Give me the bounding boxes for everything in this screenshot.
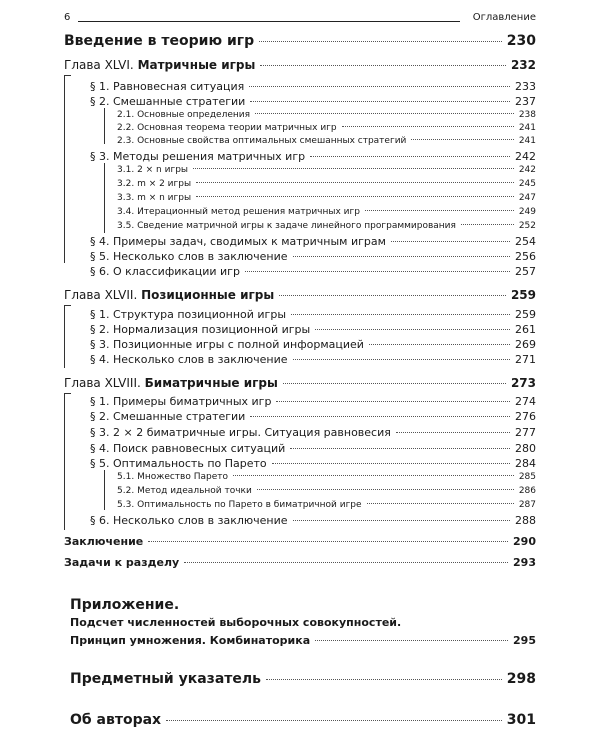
toc-subentry[interactable]	[117, 194, 536, 203]
entry-page: 274	[515, 395, 536, 408]
dot-leader	[391, 241, 510, 242]
toc-subentry[interactable]	[117, 487, 536, 496]
toc-entry[interactable]	[90, 96, 536, 107]
entry-number: § 1.	[90, 395, 110, 408]
toc-subentry[interactable]	[117, 166, 536, 175]
entry-page: 252	[518, 221, 536, 231]
toc-entry[interactable]	[90, 354, 536, 365]
chapter-label: Глава XLVI.	[64, 58, 134, 72]
chapter-page: 232	[510, 58, 536, 72]
toc-entry[interactable]	[90, 81, 536, 92]
entry-title: Смешанные стратегии	[113, 95, 246, 108]
entry-number: 3.3.	[117, 193, 135, 203]
section-frame	[104, 470, 105, 510]
toc-subentry[interactable]	[117, 208, 536, 217]
entry-number: § 6.	[90, 265, 110, 278]
dot-leader	[367, 503, 514, 504]
entry-title: 2 × n игры	[137, 165, 189, 175]
toc-index[interactable]	[70, 672, 536, 686]
dot-leader	[396, 432, 510, 433]
entry-page: 269	[515, 338, 536, 351]
dot-leader	[233, 475, 514, 476]
toc-entry[interactable]	[90, 309, 536, 320]
entry-page: 280	[515, 442, 536, 455]
header-rule	[78, 21, 460, 22]
dot-leader	[293, 520, 510, 521]
dot-leader	[276, 401, 510, 402]
dot-leader	[310, 156, 510, 157]
dot-leader	[250, 416, 510, 417]
entry-title: Позиционные игры с полной информацией	[113, 338, 364, 351]
dot-leader	[279, 295, 506, 296]
entry-page: 284	[515, 457, 536, 470]
entry-page: 287	[518, 500, 536, 510]
dot-leader	[342, 126, 514, 127]
chapter-title: Биматричные игры	[144, 376, 278, 390]
chapter-title: Матричные игры	[137, 58, 256, 72]
entry-title: Метод идеальной точки	[137, 486, 252, 496]
entry-title: m × n игры	[137, 193, 192, 203]
entry-number: § 6.	[90, 514, 110, 527]
toc-subentry[interactable]	[117, 111, 536, 120]
entry-number: 2.2.	[117, 123, 135, 133]
page-number: 6	[64, 12, 71, 23]
toc-entry[interactable]	[90, 458, 536, 469]
entry-number: § 1.	[90, 308, 110, 321]
toc-subentry[interactable]	[117, 501, 536, 510]
toc-subentry[interactable]	[117, 124, 536, 133]
running-title: Оглавление	[472, 12, 536, 23]
toc-entry[interactable]	[90, 339, 536, 350]
dot-leader	[291, 314, 510, 315]
dot-leader	[166, 720, 502, 721]
dot-leader	[411, 139, 513, 140]
entry-page: 285	[518, 472, 536, 482]
dot-leader	[259, 41, 502, 42]
entry-page: 254	[515, 235, 536, 248]
entry-page: 295	[513, 634, 536, 647]
entry-number: § 1.	[90, 80, 110, 93]
chapter-46-frame	[64, 75, 71, 263]
entry-page: 276	[515, 410, 536, 423]
entry-page: 233	[515, 80, 536, 93]
dot-leader	[255, 113, 514, 114]
entry-page: 249	[518, 207, 536, 217]
dot-leader	[461, 224, 514, 225]
entry-page: 290	[513, 535, 536, 548]
entry-title: Заключение	[64, 535, 144, 548]
entry-page: 237	[515, 95, 536, 108]
entry-number: § 3.	[90, 150, 110, 163]
toc-chapter-47[interactable]	[64, 289, 536, 301]
dot-leader	[250, 101, 510, 102]
entry-number: 5.3.	[117, 500, 135, 510]
entry-title: Примеры задач, сводимых к матричным играм	[113, 235, 386, 248]
chapter-label: Глава XLVIII.	[64, 376, 141, 390]
entry-title: Несколько слов в заключение	[113, 250, 288, 263]
toc-entry[interactable]	[90, 324, 536, 335]
entry-title: Основные свойства оптимальных смешанных стратегий	[137, 136, 407, 146]
toc-part-entry[interactable]	[64, 34, 536, 48]
toc-chapter-48[interactable]	[64, 377, 536, 389]
chapter-label: Глава XLVII.	[64, 288, 138, 302]
chapter-title: Позиционные игры	[141, 288, 275, 302]
entry-title: Оптимальность по Парето в биматричной игре	[137, 500, 362, 510]
entry-title: Примеры биматричных игр	[113, 395, 272, 408]
entry-number: § 2.	[90, 410, 110, 423]
toc-subentry[interactable]	[117, 137, 536, 146]
entry-number: § 4.	[90, 353, 110, 366]
entry-title: Основные определения	[137, 110, 251, 120]
toc-conclusion[interactable]	[64, 536, 536, 547]
toc-problems[interactable]	[64, 557, 536, 568]
entry-title: Равновесная ситуация	[113, 80, 245, 93]
toc-subentry[interactable]	[117, 180, 536, 189]
appendix-heading: Приложение.	[70, 597, 180, 613]
entry-page: 298	[506, 671, 536, 687]
entry-page: 241	[518, 136, 536, 146]
dot-leader	[315, 329, 510, 330]
dot-leader	[249, 86, 510, 87]
toc-entry[interactable]	[90, 515, 536, 526]
dot-leader	[293, 359, 510, 360]
entry-number: 2.3.	[117, 136, 135, 146]
entry-title: Об авторах	[70, 712, 162, 728]
toc-subentry[interactable]	[117, 473, 536, 482]
entry-number: 3.5.	[117, 221, 135, 231]
entry-page: 271	[515, 353, 536, 366]
entry-number: § 5.	[90, 457, 110, 470]
dot-leader	[365, 210, 514, 211]
entry-page: 242	[518, 165, 536, 175]
entry-page: 288	[515, 514, 536, 527]
entry-title: Итерационный метод решения матричных игр	[137, 207, 360, 217]
entry-number: 2.1.	[117, 110, 135, 120]
entry-number: 5.2.	[117, 486, 135, 496]
entry-page: 256	[515, 250, 536, 263]
section-frame	[104, 163, 105, 233]
dot-leader	[245, 271, 510, 272]
entry-number: § 4.	[90, 442, 110, 455]
part-page: 230	[506, 33, 536, 49]
toc-chapter-46[interactable]	[64, 59, 536, 71]
chapter-page: 273	[510, 376, 536, 390]
dot-leader	[257, 489, 514, 490]
chapter-page: 259	[510, 288, 536, 302]
entry-number: § 5.	[90, 250, 110, 263]
entry-page: 238	[518, 110, 536, 120]
entry-title: Нормализация позиционной игры	[113, 323, 311, 336]
entry-number: 3.4.	[117, 207, 135, 217]
appendix-line-1: Подсчет численностей выборочных совокупностей.	[70, 616, 402, 629]
entry-page: 259	[515, 308, 536, 321]
dot-leader	[193, 168, 514, 169]
entry-number: § 3.	[90, 338, 110, 351]
entry-page: 241	[518, 123, 536, 133]
entry-title: Оптимальность по Парето	[113, 457, 267, 470]
entry-page: 301	[506, 712, 536, 728]
entry-number: § 2.	[90, 323, 110, 336]
entry-title: Множество Парето	[137, 472, 229, 482]
entry-page: 257	[515, 265, 536, 278]
entry-page: 293	[513, 556, 536, 569]
part-title: Введение в теорию игр	[64, 33, 255, 49]
entry-number: 5.1.	[117, 472, 135, 482]
toc-appendix[interactable]	[70, 635, 536, 646]
toc-entry[interactable]	[90, 251, 536, 262]
toc-entry[interactable]	[90, 411, 536, 422]
dot-leader	[148, 541, 508, 542]
entry-title: Структура позиционной игры	[113, 308, 287, 321]
entry-page: 286	[518, 486, 536, 496]
entry-title: Несколько слов в заключение	[113, 353, 288, 366]
entry-number: § 4.	[90, 235, 110, 248]
entry-number: § 3.	[90, 426, 110, 439]
entry-page: 277	[515, 426, 536, 439]
toc-entry[interactable]	[90, 151, 536, 162]
entry-page: 261	[515, 323, 536, 336]
entry-title: Предметный указатель	[70, 671, 261, 687]
section-frame	[104, 108, 105, 144]
dot-leader	[260, 65, 506, 66]
entry-title: Смешанные стратегии	[113, 410, 246, 423]
dot-leader	[290, 448, 510, 449]
dot-leader	[266, 679, 502, 680]
dot-leader	[196, 196, 514, 197]
entry-number: § 2.	[90, 95, 110, 108]
dot-leader	[369, 344, 510, 345]
dot-leader	[293, 256, 510, 257]
entry-title: Основная теорема теории матричных игр	[137, 123, 337, 133]
toc-authors[interactable]	[70, 713, 536, 727]
entry-title: Поиск равновесных ситуаций	[113, 442, 286, 455]
dot-leader	[184, 562, 508, 563]
entry-title: Несколько слов в заключение	[113, 514, 288, 527]
chapter-48-frame	[64, 393, 71, 530]
chapter-47-frame	[64, 305, 71, 368]
dot-leader	[315, 640, 508, 641]
entry-page: 242	[515, 150, 536, 163]
toc-entry[interactable]	[90, 266, 536, 277]
dot-leader	[272, 463, 510, 464]
entry-title: Сведение матричной игры к задаче линейного программирования	[137, 221, 456, 231]
entry-title: 2 × 2 биматричные игры. Ситуация равновесия	[113, 426, 391, 439]
entry-number: 3.2.	[117, 179, 135, 189]
toc-entry[interactable]	[90, 443, 536, 454]
entry-page: 245	[518, 179, 536, 189]
entry-title: Принцип умножения. Комбинаторика	[70, 634, 311, 647]
entry-number: 3.1.	[117, 165, 135, 175]
dot-leader	[283, 383, 506, 384]
toc-entry[interactable]	[90, 396, 536, 407]
entry-title: m × 2 игры	[137, 179, 192, 189]
page-header	[64, 11, 536, 29]
entry-page: 247	[518, 193, 536, 203]
toc-entry[interactable]	[90, 427, 536, 438]
entry-title: Задачи к разделу	[64, 556, 180, 569]
entry-title: О классификации игр	[113, 265, 240, 278]
entry-title: Методы решения матричных игр	[113, 150, 306, 163]
toc-subentry[interactable]	[117, 222, 536, 231]
toc-entry[interactable]	[90, 236, 536, 247]
dot-leader	[196, 182, 514, 183]
